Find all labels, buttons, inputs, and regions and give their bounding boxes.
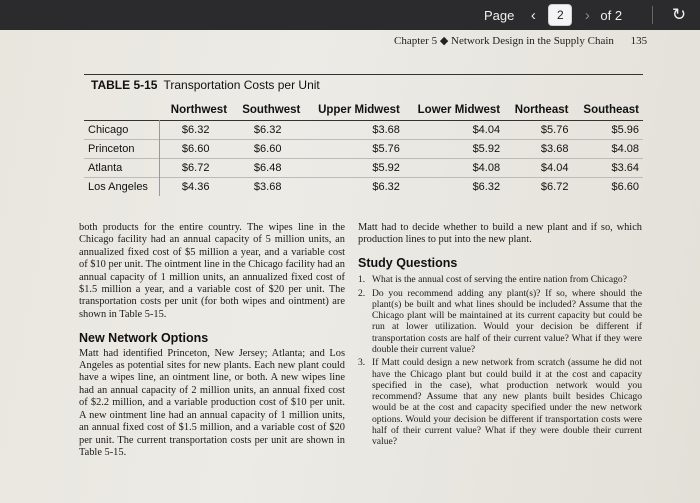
table-cell: $6.32: [231, 121, 304, 140]
list-item: [358, 357, 642, 447]
transportation-cost-table: [84, 102, 643, 196]
study-questions-list: [358, 274, 642, 447]
document-page: [0, 30, 700, 503]
table-cell: $5.92: [404, 140, 504, 159]
table-cell: $4.04: [504, 159, 572, 178]
total-pages: of 2: [600, 7, 623, 23]
page-navigator: [484, 4, 622, 26]
running-head: [394, 34, 647, 47]
page-number: 135: [630, 35, 648, 47]
table-title: Transportation Costs per Unit: [163, 78, 320, 92]
column-header: [84, 102, 160, 121]
table-row: [84, 121, 643, 140]
column-header: Southwest: [242, 104, 301, 116]
left-text-column: [79, 222, 345, 459]
table-cell: $4.36: [160, 178, 231, 197]
table-row: [84, 159, 643, 178]
chapter-label: Chapter 5: [394, 35, 438, 47]
table-label: TABLE 5-15: [91, 78, 158, 92]
question-number: 1.: [358, 274, 366, 286]
column-header: Lower Midwest: [417, 104, 501, 116]
table-cell: $5.96: [572, 121, 643, 140]
table-row: [84, 140, 643, 159]
section-heading: Study Questions: [358, 255, 458, 270]
table-cell: $4.08: [404, 159, 504, 178]
list-item: [358, 288, 642, 356]
table-cell: $4.08: [572, 140, 643, 159]
table-cell: $3.68: [304, 121, 404, 140]
toolbar-divider: [652, 6, 653, 24]
table-row: [84, 178, 643, 197]
table-cell: $6.60: [572, 178, 643, 197]
chapter-title: Network Design in the Supply Chain: [451, 35, 614, 47]
body-paragraph: Matt had to decide whether to build a new plant and if so, which production lines to put into the new plant.: [358, 222, 642, 246]
table-header-row: [84, 102, 643, 121]
table-cell: $3.68: [504, 140, 572, 159]
question-text: Do you recommend adding any plant(s)? If so, where should the plant(s) be built and what lines should be included? Assume that the Chicago plant will be maintained at its current capacity but could be run at lower utilization. Would your decision be different if transportation costs are half of their current value? What if they were double their current value?: [372, 287, 642, 355]
right-text-column: [358, 222, 642, 450]
column-header: Northeast: [514, 104, 569, 116]
column-header: Northwest: [170, 104, 228, 116]
page-number-input[interactable]: 2: [548, 4, 572, 26]
table-cell: $5.76: [304, 140, 404, 159]
row-label: Atlanta: [84, 159, 160, 178]
column-header: Upper Midwest: [318, 104, 400, 116]
pdf-viewer-toolbar: [0, 0, 700, 30]
table-cell: $3.64: [572, 159, 643, 178]
chevron-right-icon[interactable]: ›: [584, 6, 590, 24]
table-cell: $6.72: [504, 178, 572, 197]
table-cell: $6.32: [404, 178, 504, 197]
table-caption: [91, 78, 320, 92]
chevron-left-icon[interactable]: ‹: [530, 6, 536, 24]
table-cell: $6.60: [160, 140, 231, 159]
table-cell: $4.04: [404, 121, 504, 140]
table-top-rule: [84, 74, 643, 75]
table-cell: $6.60: [231, 140, 304, 159]
list-item: [358, 274, 642, 285]
section-heading: New Network Options: [79, 331, 209, 346]
table-cell: $6.32: [304, 178, 404, 197]
column-header: Southeast: [583, 104, 639, 116]
question-number: 3.: [358, 357, 366, 369]
question-number: 2.: [358, 287, 366, 299]
body-paragraph: Matt had identified Princeton, New Jersey; Atlanta; and Los Angeles as potential sites for new plants. Each new plant could have a wipes line, an ointment line, or both. A new wipes line had an annual capacity of 2 million units, an annual fixed cost of $2.2 million, and a variable production cost of $10 per unit. A new ointment line had an annual capacity of 1 million units, an annual fixed cost of $1.5 million, and a variable cost of $20 per unit. The current transportation costs per unit are shown in Table 5-15.: [79, 347, 345, 458]
table-cell: $5.76: [504, 121, 572, 140]
refresh-icon[interactable]: ↻: [671, 5, 687, 25]
table-cell: $5.92: [304, 159, 404, 178]
row-label: Princeton: [84, 140, 160, 159]
page-label: Page: [484, 7, 515, 23]
diamond-separator: ◆: [439, 35, 449, 47]
table-cell: $6.32: [160, 121, 231, 140]
table-cell: $3.68: [231, 178, 304, 197]
question-text: What is the annual cost of serving the entire nation from Chicago?: [372, 274, 627, 286]
row-label: Los Angeles: [84, 178, 160, 197]
row-label: Chicago: [84, 121, 160, 140]
body-paragraph: both products for the entire country. The wipes line in the Chicago facility had an annual capacity of 5 million units, an annualized fixed cost of $5 million a year, and a variable cost of $10 per unit. The ointment line in the Chicago facility had an annual capacity of 1 million units, an annualized fixed cost of $1.5 million a year, and a variable cost of $20 per unit. The transportation costs per unit (for both wipes and ointment) are shown in Table 5-15.: [79, 222, 345, 320]
question-text: If Matt could design a new network from scratch (assume he did not have the Chicago plant but could build it at the cost and capacity specified in the case), what production network would you recommend? Assume that any new plants built besides Chicago would be at the cost and capacity specified under the new network options. Would your decision be different if transportation costs were half of their current value? What if they were double their current value?: [372, 357, 642, 448]
table-cell: $6.72: [160, 159, 231, 178]
table-cell: $6.48: [231, 159, 304, 178]
